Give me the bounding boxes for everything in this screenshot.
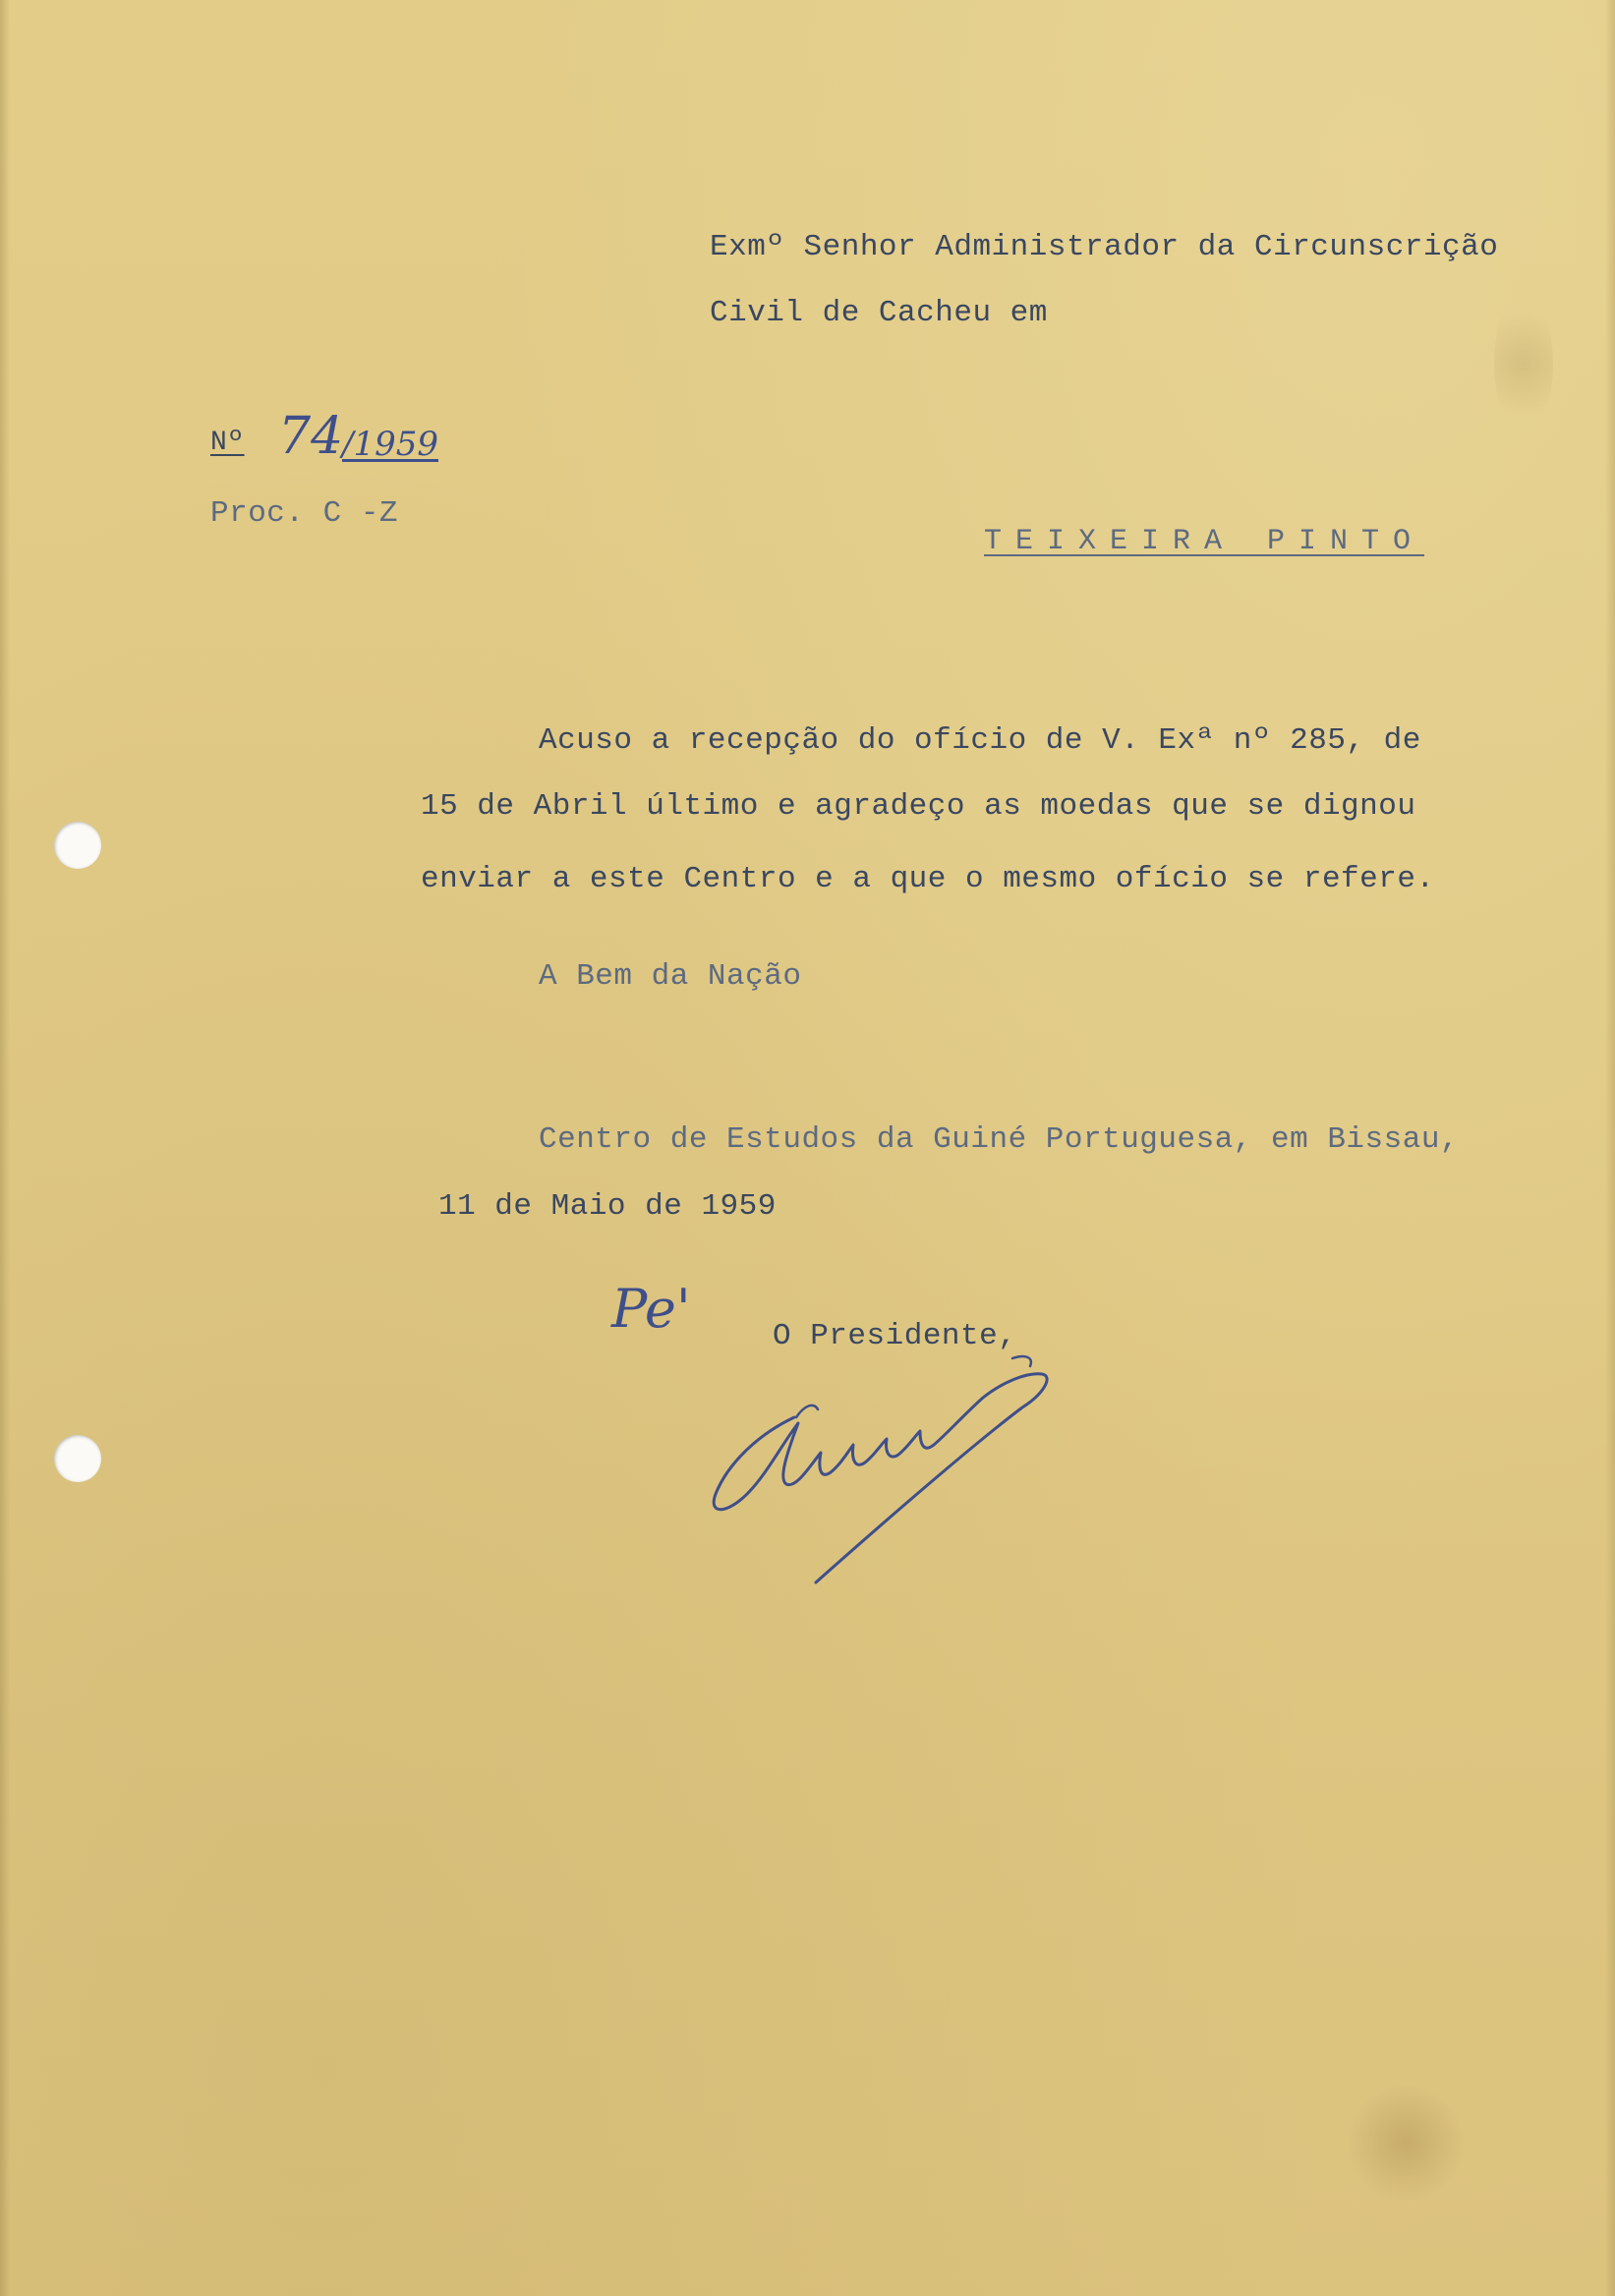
process-reference: Proc. C -Z xyxy=(210,496,399,531)
paper-stain xyxy=(1347,2084,1465,2202)
addressee-line-2: Civil de Cacheu em xyxy=(710,296,1048,330)
destination-heading: TEIXEIRA PINTO xyxy=(984,525,1425,558)
reference-number-year: /1959 xyxy=(342,425,438,464)
body-line-3: enviar a este Centro e a que o mesmo ofício se refere. xyxy=(421,862,1435,896)
place-line: Centro de Estudos da Guiné Portuguesa, em Bissau, xyxy=(539,1122,1460,1157)
paper-stain-right xyxy=(1494,295,1553,432)
body-line-2: 15 de Abril último e agradeço as moedas que se dignou xyxy=(421,789,1416,824)
reference-number-handwritten: 74 xyxy=(278,407,344,466)
signature-image xyxy=(688,1347,1101,1602)
closing-salutation: A Bem da Nação xyxy=(539,959,802,994)
punch-hole-lower xyxy=(54,1435,101,1482)
left-edge-shadow xyxy=(0,0,10,2296)
right-edge-shadow xyxy=(1605,0,1615,2296)
signatory-title: O Presidente, xyxy=(773,1319,1017,1353)
handwritten-initial: Pe' xyxy=(611,1278,691,1340)
reference-number-prefix: Nº xyxy=(210,428,245,458)
date-line: 11 de Maio de 1959 xyxy=(438,1189,777,1224)
punch-hole-upper xyxy=(54,822,101,869)
addressee-line-1: Exmº Senhor Administrador da Circunscrição xyxy=(710,230,1499,264)
body-line-1: Acuso a recepção do ofício de V. Exª nº 285, de xyxy=(539,723,1421,758)
